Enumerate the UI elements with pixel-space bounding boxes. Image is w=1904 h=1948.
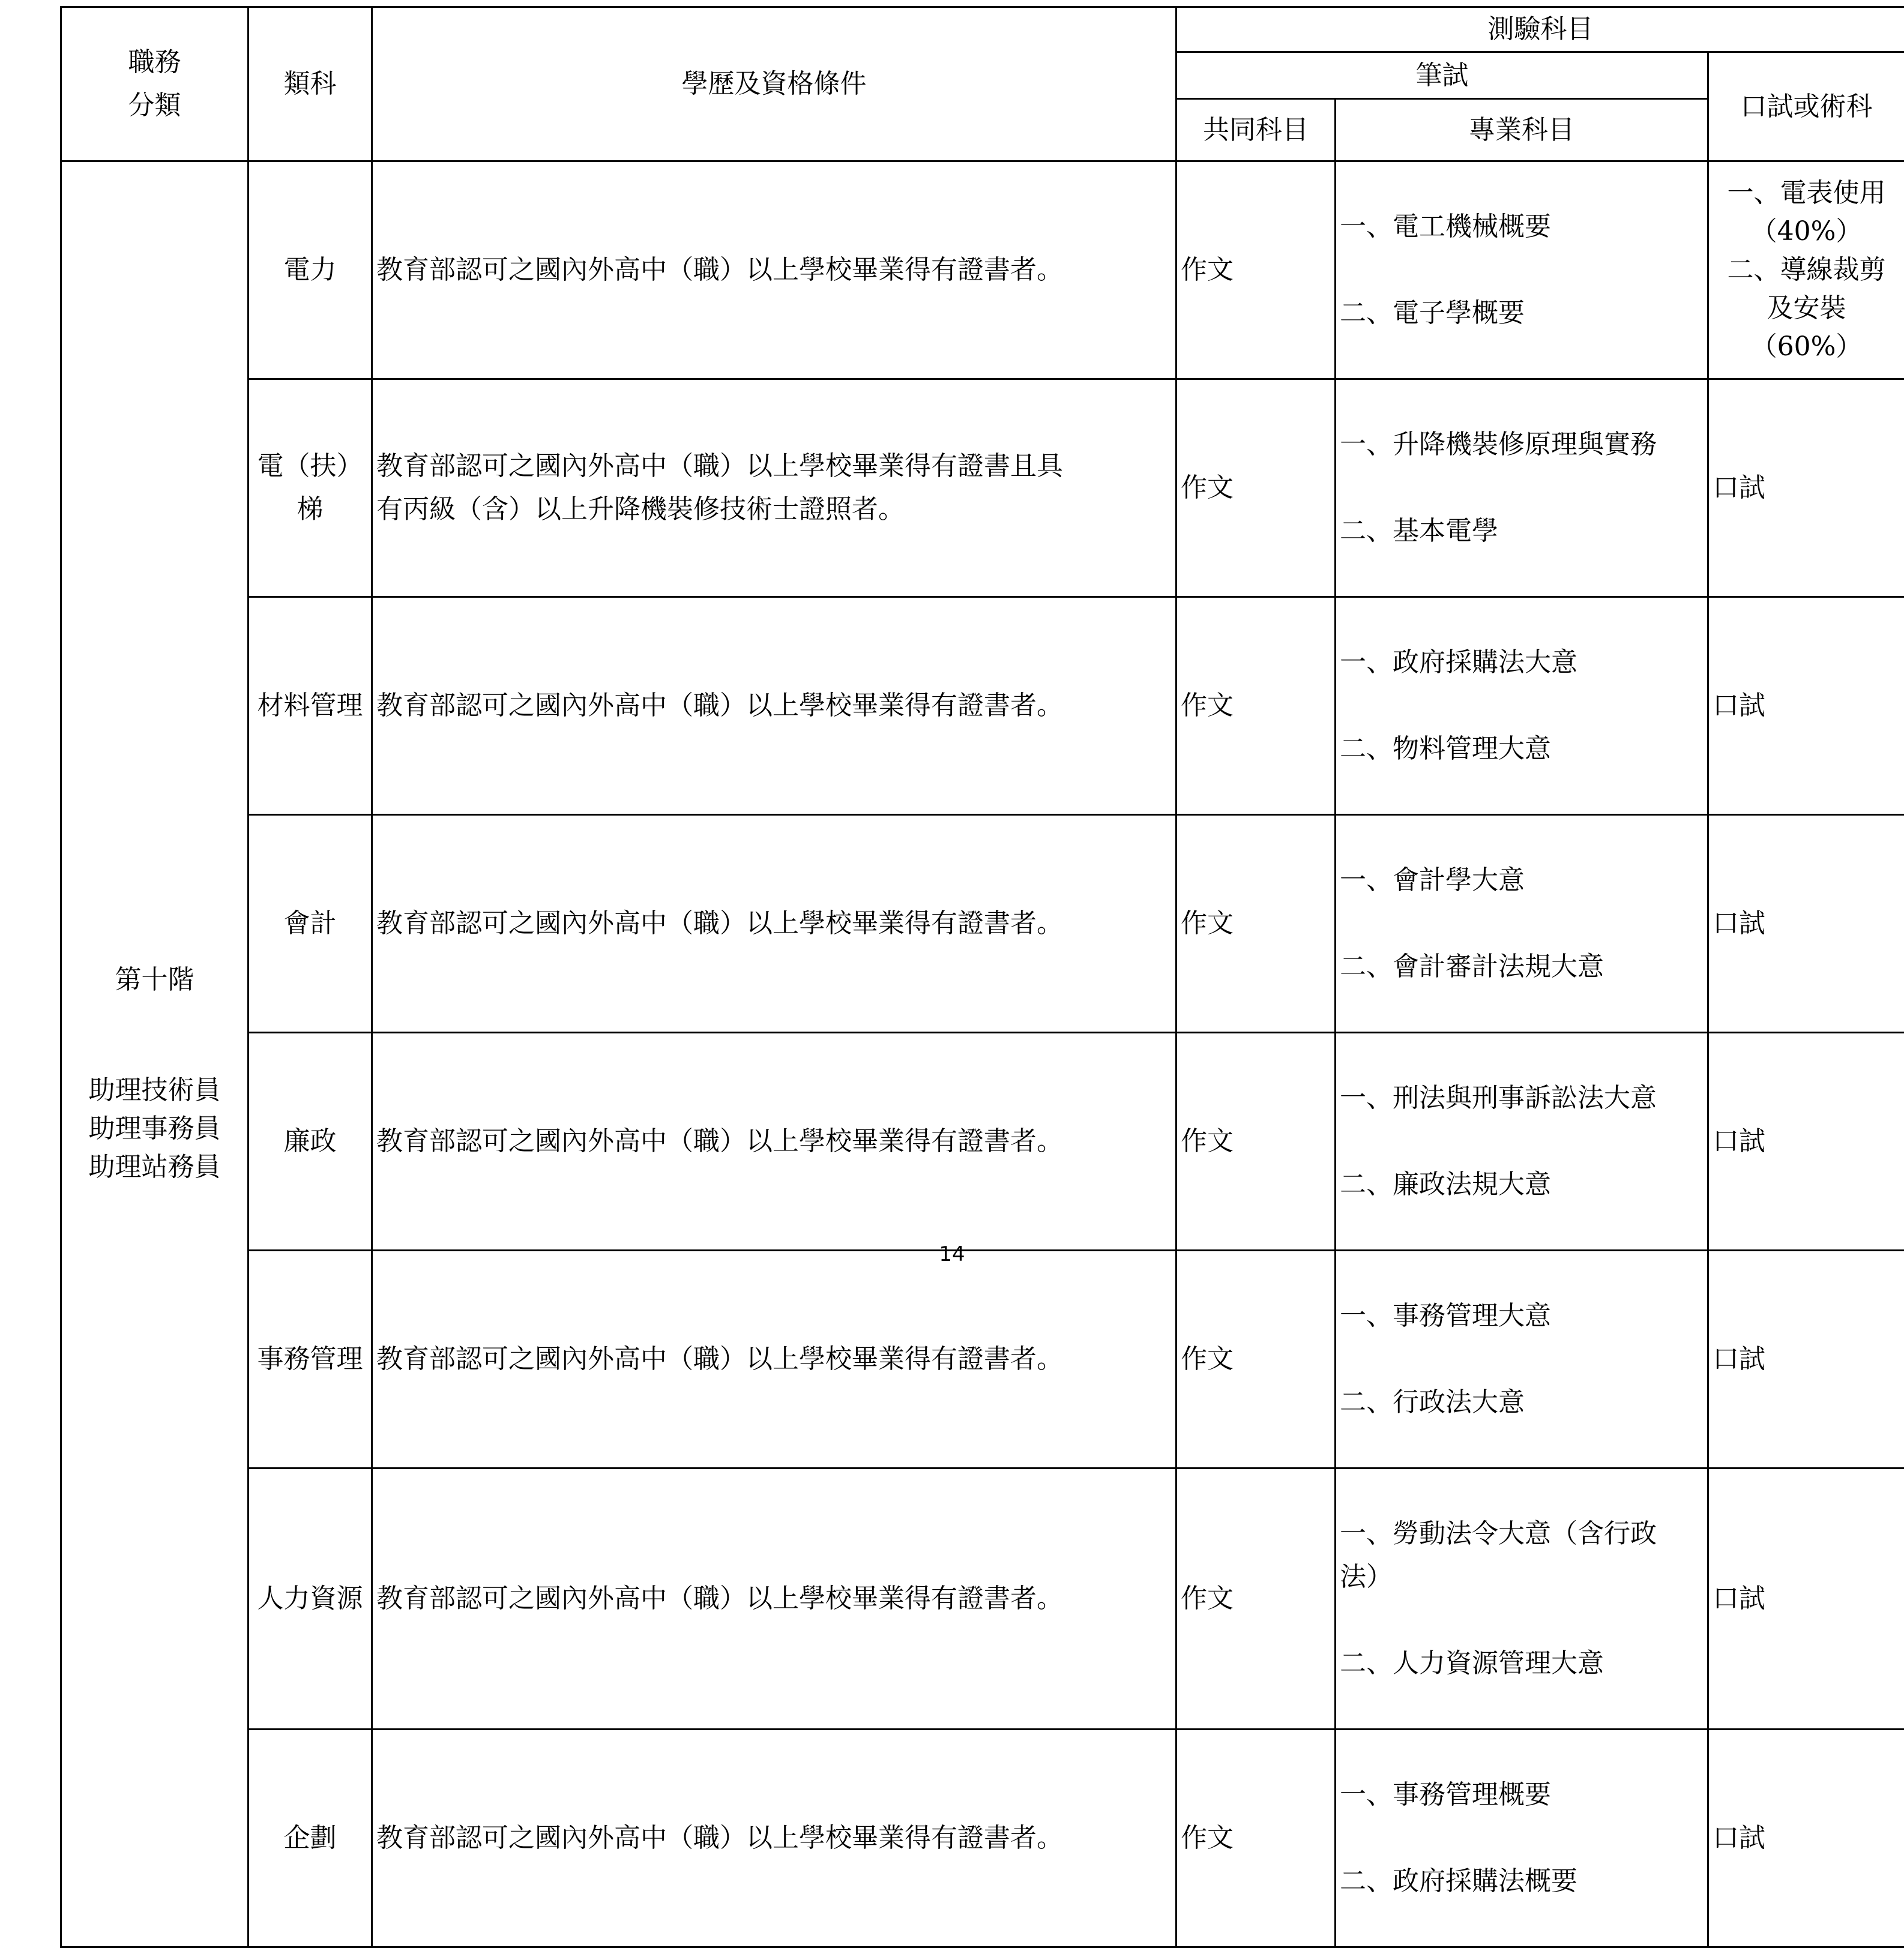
qualification-cell: 教育部認可之國內外高中（職）以上學校畢業得有證書者。	[372, 1033, 1176, 1251]
professional-subject-cell	[1336, 1469, 1708, 1730]
oral-test-cell: 一、電表使用 （40%） 二、導線裁剪 及安裝 （60%）	[1708, 161, 1904, 379]
category-cell: 電（扶） 梯	[249, 379, 372, 597]
table-row	[61, 815, 1904, 1033]
professional-subject: 二、電子學概要	[1340, 292, 1704, 335]
common-subject-cell: 作文	[1176, 1730, 1336, 1947]
table-row	[61, 161, 1904, 379]
professional-subject: 一、事務管理大意	[1340, 1294, 1704, 1338]
common-subject-cell: 作文	[1176, 597, 1336, 815]
grade-cell	[61, 161, 249, 1947]
professional-subject: 二、廉政法規大意	[1340, 1163, 1704, 1206]
header-common: 共同科目	[1176, 99, 1336, 161]
table-row	[61, 597, 1904, 815]
professional-subject: 一、政府採購法大意	[1340, 641, 1704, 684]
common-subject-cell: 作文	[1176, 379, 1336, 597]
table-row	[61, 379, 1904, 597]
grade-titles: 助理技術員 助理事務員 助理站務員	[89, 1075, 221, 1182]
table-row	[61, 1033, 1904, 1251]
oral-test-cell: 口試	[1708, 815, 1904, 1033]
common-subject-cell: 作文	[1176, 1251, 1336, 1469]
professional-subject: 二、行政法大意	[1340, 1381, 1704, 1424]
category-cell: 會計	[249, 815, 372, 1033]
oral-test-cell: 口試	[1708, 1033, 1904, 1251]
category-cell: 人力資源	[249, 1469, 372, 1730]
oral-test-cell: 口試	[1708, 1251, 1904, 1469]
professional-subject: 二、會計審計法規大意	[1340, 945, 1704, 988]
qualification-cell: 教育部認可之國內外高中（職）以上學校畢業得有證書且具 有丙級（含）以上升降機裝修技術士證照者。	[372, 379, 1176, 597]
qualification-cell: 教育部認可之國內外高中（職）以上學校畢業得有證書者。	[372, 1251, 1176, 1469]
category-cell: 事務管理	[249, 1251, 372, 1469]
grade-level: 第十階	[115, 964, 194, 995]
professional-subject-cell	[1336, 815, 1708, 1033]
professional-subject-cell	[1336, 161, 1708, 379]
oral-test-cell: 口試	[1708, 1469, 1904, 1730]
professional-subject-cell	[1336, 1033, 1708, 1251]
professional-subject: 一、會計學大意	[1340, 859, 1704, 902]
qualification-cell: 教育部認可之國內外高中（職）以上學校畢業得有證書者。	[372, 597, 1176, 815]
professional-subject: 二、人力資源管理大意	[1340, 1642, 1704, 1685]
qualification-cell: 教育部認可之國內外高中（職）以上學校畢業得有證書者。	[372, 1469, 1176, 1730]
category-cell: 電力	[249, 161, 372, 379]
header-job-class: 職務 分類	[61, 7, 249, 161]
professional-subject: 二、基本電學	[1340, 510, 1704, 553]
professional-subject: 一、刑法與刑事訴訟法大意	[1340, 1077, 1704, 1120]
header-written: 筆試	[1176, 52, 1708, 99]
header-oral: 口試或術科	[1708, 52, 1904, 161]
professional-subject: 一、升降機裝修原理與實務	[1340, 423, 1704, 466]
oral-test-cell: 口試	[1708, 1730, 1904, 1947]
header-qualification: 學歷及資格條件	[372, 7, 1176, 161]
oral-test-cell: 口試	[1708, 379, 1904, 597]
professional-subject-cell	[1336, 1730, 1708, 1947]
professional-subject-cell	[1336, 379, 1708, 597]
exam-subjects-table	[60, 6, 1904, 1948]
table-row	[61, 1469, 1904, 1730]
professional-subject: 二、物料管理大意	[1340, 727, 1704, 771]
common-subject-cell: 作文	[1176, 1033, 1336, 1251]
header-category: 類科	[249, 7, 372, 161]
qualification-cell: 教育部認可之國內外高中（職）以上學校畢業得有證書者。	[372, 161, 1176, 379]
category-cell: 廉政	[249, 1033, 372, 1251]
professional-subject: 一、事務管理概要	[1340, 1773, 1704, 1817]
qualification-cell: 教育部認可之國內外高中（職）以上學校畢業得有證書者。	[372, 1730, 1176, 1947]
common-subject-cell: 作文	[1176, 161, 1336, 379]
header-test-subjects: 測驗科目	[1176, 7, 1904, 52]
category-cell: 企劃	[249, 1730, 372, 1947]
professional-subject: 一、勞動法令大意（含行政 法）	[1340, 1512, 1704, 1599]
qualification-cell: 教育部認可之國內外高中（職）以上學校畢業得有證書者。	[372, 815, 1176, 1033]
table-row	[61, 1730, 1904, 1947]
professional-subject-cell	[1336, 1251, 1708, 1469]
professional-subject: 一、電工機械概要	[1340, 205, 1704, 248]
professional-subject: 二、政府採購法概要	[1340, 1860, 1704, 1903]
common-subject-cell: 作文	[1176, 1469, 1336, 1730]
page-number: 14	[0, 1242, 1904, 1266]
oral-test-cell: 口試	[1708, 597, 1904, 815]
common-subject-cell: 作文	[1176, 815, 1336, 1033]
header-professional: 專業科目	[1336, 99, 1708, 161]
category-cell: 材料管理	[249, 597, 372, 815]
table-row	[61, 1251, 1904, 1469]
professional-subject-cell	[1336, 597, 1708, 815]
